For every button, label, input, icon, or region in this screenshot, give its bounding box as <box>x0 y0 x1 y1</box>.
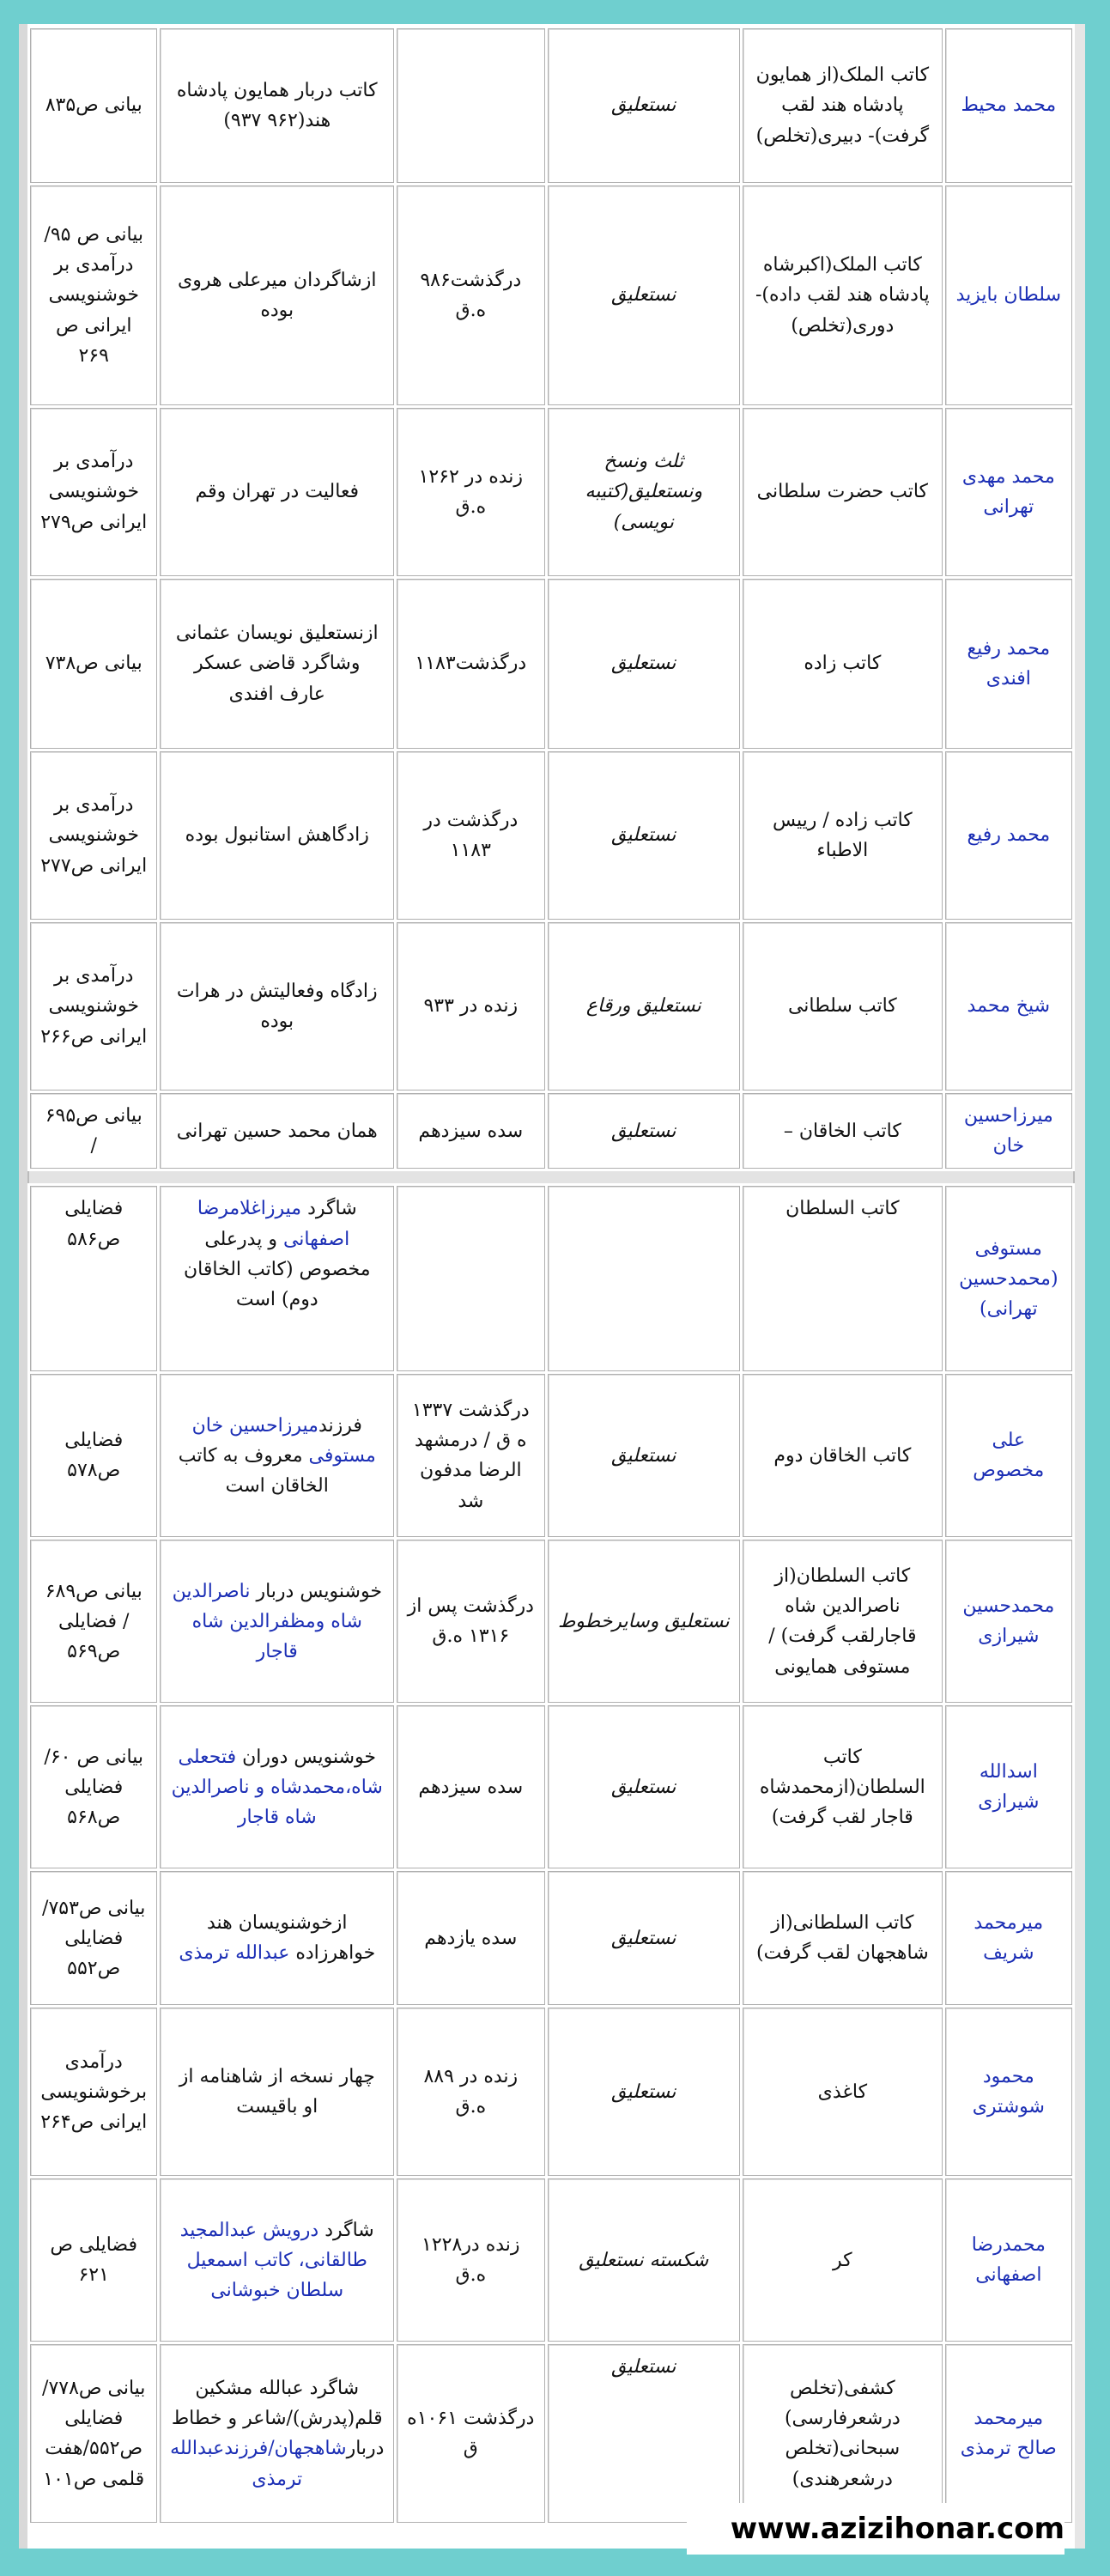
description: زادگاه وفعالیتش در هرات بوده <box>160 922 394 1091</box>
source-reference: درآمدی برخوشنویسی ایرانی ص۲۶۴ <box>30 2008 157 2176</box>
description-text: شاگرد عبالله مشکین قلم(پدرش)/شاعر و خطاط دربار <box>171 2378 385 2460</box>
life-date: درگذشت۹۸۶ ه.ق <box>397 185 544 405</box>
description: فعالیت در تهران وقم <box>160 408 394 576</box>
description-text: شاگرد <box>301 1198 357 1220</box>
calligrapher-name: محمد رفیع <box>945 751 1072 920</box>
table-row <box>30 1374 1072 1537</box>
source-reference: بیانی ص۶۸۹ / فضایلی ص۵۶۹ <box>30 1540 157 1703</box>
script-style: نستعلیق <box>548 751 741 920</box>
script-style: ثلث ونسخ ونستعلیق(کتیبه نویسی) <box>548 408 741 576</box>
calligrapher-name: محمد رفیع افندی <box>945 579 1072 749</box>
table-row <box>30 2344 1072 2523</box>
table-row <box>30 1093 1072 1169</box>
calligrapher-title: کاتب السلطانی(از شاهجهان لقب گرفت) <box>743 1871 943 2005</box>
section-divider <box>27 1171 1075 1183</box>
life-date: سده سیزدهم <box>397 1705 544 1868</box>
person-link[interactable]: درویش عبدالمجید طالقانی، کاتب اسمعیل سلطان خبوشانی <box>179 2219 367 2301</box>
source-reference: فضایلی ص۵۷۸ <box>30 1374 157 1537</box>
calligrapher-title: کاتب الملک(اکبرشاه پادشاه هند لقب داده)- دوری(تخلص) <box>743 185 943 405</box>
life-date: درگذشت ۱۳۳۷ ه ق / درمشهد الرضا مدفون شد <box>397 1374 544 1537</box>
life-date: زنده در۱۲۲۸ ه.ق <box>397 2178 544 2342</box>
script-style: شکسته نستعلیق <box>548 2178 741 2342</box>
script-style <box>548 1186 741 1371</box>
calligrapher-name: میرمحمد صالح ترمذی <box>945 2344 1072 2523</box>
calligrapher-title: کاتب الملک(از همایون پادشاه هند لقب گرفت)- دبیری(تخلص) <box>743 28 943 183</box>
description <box>160 2008 394 2176</box>
calligrapher-title: کاتب السلطان(از ناصرالدین شاه قاجارلقب گرفت) / مستوفی همایونی <box>743 1540 943 1703</box>
source-reference: بیانی ص ۶۰/ فضایلی ص۵۶۸ <box>30 1705 157 1868</box>
life-date <box>397 1186 544 1371</box>
description-text: فرزند <box>318 1414 362 1437</box>
script-style: نستعلیق <box>548 1705 741 1868</box>
life-date: سده یازدهم <box>397 1871 544 2005</box>
life-date: درگذشت ۱۰۶۱ه ق <box>397 2344 544 2523</box>
source-reference: بیانی ص۸۳۵ <box>30 28 157 183</box>
life-date: درگذشت۱۱۸۳ <box>397 579 544 749</box>
script-style: نستعلیق وسایرخطوط <box>548 1540 741 1703</box>
script-style: نستعلیق <box>548 185 741 405</box>
calligrapher-name: محمود شوشتری <box>945 2008 1072 2176</box>
description <box>160 2178 394 2342</box>
calligrapher-title: کاتب زاده / رییس الاطباء <box>743 751 943 920</box>
footer-watermark <box>687 2503 1065 2555</box>
source-reference: بیانی ص ۹۵/ درآمدی بر خوشنویسی ایرانی ص ۲۶۹ <box>30 185 157 405</box>
description: ازشاگردان میرعلی هروی بوده <box>160 185 394 405</box>
calligrapher-title: کاتب الخاقان – <box>743 1093 943 1169</box>
description <box>160 1540 394 1703</box>
description: همان محمد حسین تهرانی <box>160 1093 394 1169</box>
description-text: معروف به کاتب الخاقان است <box>178 1444 329 1497</box>
life-date: زنده در ۸۸۹ ه.ق <box>397 2008 544 2176</box>
calligrapher-name: محمدحسین شیرازی <box>945 1540 1072 1703</box>
person-link[interactable]: میرزاغلامرضا اصفهانی <box>197 1198 350 1250</box>
description <box>160 1705 394 1868</box>
table-row <box>30 2178 1072 2342</box>
calligrapher-title: کشفی(تخلص درشعرفارسی) سبحانی(تخلص درشعرهندی) <box>743 2344 943 2523</box>
calligrapher-name: میرمحمد شریف <box>945 1871 1072 2005</box>
right-edge <box>1075 24 1085 2549</box>
calligrapher-title: کاتب حضرت سلطانی <box>743 408 943 576</box>
description-text: و پدرعلی مخصوص (کاتب الخاقان دوم) است <box>183 1228 371 1310</box>
source-reference: بیانی ص۷۳۸ <box>30 579 157 749</box>
description <box>160 1186 394 1371</box>
source-reference: بیانی ص۶۹۵ / <box>30 1093 157 1169</box>
script-style: نستعلیق <box>548 2008 741 2176</box>
life-date <box>397 28 544 183</box>
calligrapher-name: محمد مهدی تهرانی <box>945 408 1072 576</box>
description <box>160 2344 394 2523</box>
table-row <box>30 28 1072 183</box>
table-row <box>30 408 1072 576</box>
table-row <box>30 1186 1072 1371</box>
site-url: www.azizihonar.com <box>730 2512 1065 2546</box>
calligrapher-title: کاغذی <box>743 2008 943 2176</box>
calligrapher-name: محمد محیط <box>945 28 1072 183</box>
description-text: چهار نسخه از شاهنامه از او باقیست <box>179 2066 375 2118</box>
life-date: درگذشت پس از ۱۳۱۶ ه.ق <box>397 1540 544 1703</box>
calligrapher-name: مستوفی (محمدحسین تهرانی) <box>945 1186 1072 1371</box>
life-date: سده سیزدهم <box>397 1093 544 1169</box>
description: کاتب دربار همایون پادشاه هند(۹۶۲ ۹۳۷) <box>160 28 394 183</box>
source-reference: بیانی ص۷۵۳/ فضایلی ص۵۵۲ <box>30 1871 157 2005</box>
calligrapher-name: محمدرضا اصفهانی <box>945 2178 1072 2342</box>
source-reference: درآمدی بر خوشنویسی ایرانی ص۲۷۹ <box>30 408 157 576</box>
source-reference: فضایلی ص ۶۲۱ <box>30 2178 157 2342</box>
description-text: خوشنویس دوران <box>236 1746 376 1768</box>
calligrapher-name: شیخ محمد <box>945 922 1072 1091</box>
script-style: نستعلیق <box>548 2344 741 2523</box>
description: زادگاهش استانبول بوده <box>160 751 394 920</box>
calligrapher-name: سلطان بایزید <box>945 185 1072 405</box>
calligrapher-title: کاتب سلطانی <box>743 922 943 1091</box>
table-row <box>30 1540 1072 1703</box>
script-style: نستعلیق ورقاع <box>548 922 741 1091</box>
description: ازنستعلیق نویسان عثمانی وشاگرد قاضی عسکر عارف افندی <box>160 579 394 749</box>
calligrapher-title: کاتب السلطان <box>743 1186 943 1371</box>
script-style: نستعلیق <box>548 1093 741 1169</box>
table-row <box>30 2008 1072 2176</box>
table-row <box>30 579 1072 749</box>
source-reference: بیانی ص۷۷۸/فضایلی ص۵۵۲/هفت قلمی ص۱۰۱ <box>30 2344 157 2523</box>
life-date: درگذشت در ۱۱۸۳ <box>397 751 544 920</box>
left-edge <box>19 24 27 2549</box>
calligrapher-title: کر <box>743 2178 943 2342</box>
source-reference: فضایلی ص۵۸۶ <box>30 1186 157 1371</box>
description <box>160 1374 394 1537</box>
description-text: خوشنویس دربار <box>250 1580 382 1602</box>
description <box>160 1871 394 2005</box>
person-link[interactable]: فتحعلی شاه،محمدشاه و ناصرالدین شاه قاجار <box>171 1746 383 1828</box>
calligrapher-name: میرزاحسین خان <box>945 1093 1072 1169</box>
calligrapher-title: کاتب الخاقان دوم <box>743 1374 943 1537</box>
calligrapher-name: اسدالله شیرازی <box>945 1705 1072 1868</box>
table-row <box>30 922 1072 1091</box>
source-reference: درآمدی بر خوشنویسی ایرانی ص۲۶۶ <box>30 922 157 1091</box>
calligraphers-table <box>27 26 1075 2525</box>
calligrapher-name: علی مخصوص <box>945 1374 1072 1537</box>
script-style: نستعلیق <box>548 579 741 749</box>
table-section-1 <box>27 26 1075 1171</box>
table-row <box>30 1871 1072 2005</box>
source-reference: درآمدی بر خوشنویسی ایرانی ص۲۷۷ <box>30 751 157 920</box>
calligrapher-title: کاتب زاده <box>743 579 943 749</box>
life-date: زنده در ۱۲۶۲ ه.ق <box>397 408 544 576</box>
table-row <box>30 1705 1072 1868</box>
table-row <box>30 185 1072 405</box>
person-link[interactable]: ناصرالدین شاه ومظفرالدین شاه قاجار <box>172 1580 362 1662</box>
script-style: نستعلیق <box>548 1374 741 1537</box>
table-section-2 <box>27 1183 1075 2525</box>
person-link[interactable]: شاهجهان/فرزندعبدالله ترمذی <box>170 2438 347 2490</box>
table-row <box>30 751 1072 920</box>
script-style: نستعلیق <box>548 1871 741 2005</box>
description-text: ازخوشنویسان هند خواهرزاده <box>206 1912 376 1965</box>
description-text: شاگرد <box>318 2219 374 2241</box>
life-date: زنده در ۹۳۳ <box>397 922 544 1091</box>
calligrapher-title: کاتب السلطان(ازمحمدشاه قاجار لقب گرفت) <box>743 1705 943 1868</box>
person-link[interactable]: عبدالله ترمذی <box>179 1942 290 1965</box>
person-link[interactable]: میرزاحسین خان مستوفی <box>191 1414 376 1467</box>
script-style: نستعلیق <box>548 28 741 183</box>
